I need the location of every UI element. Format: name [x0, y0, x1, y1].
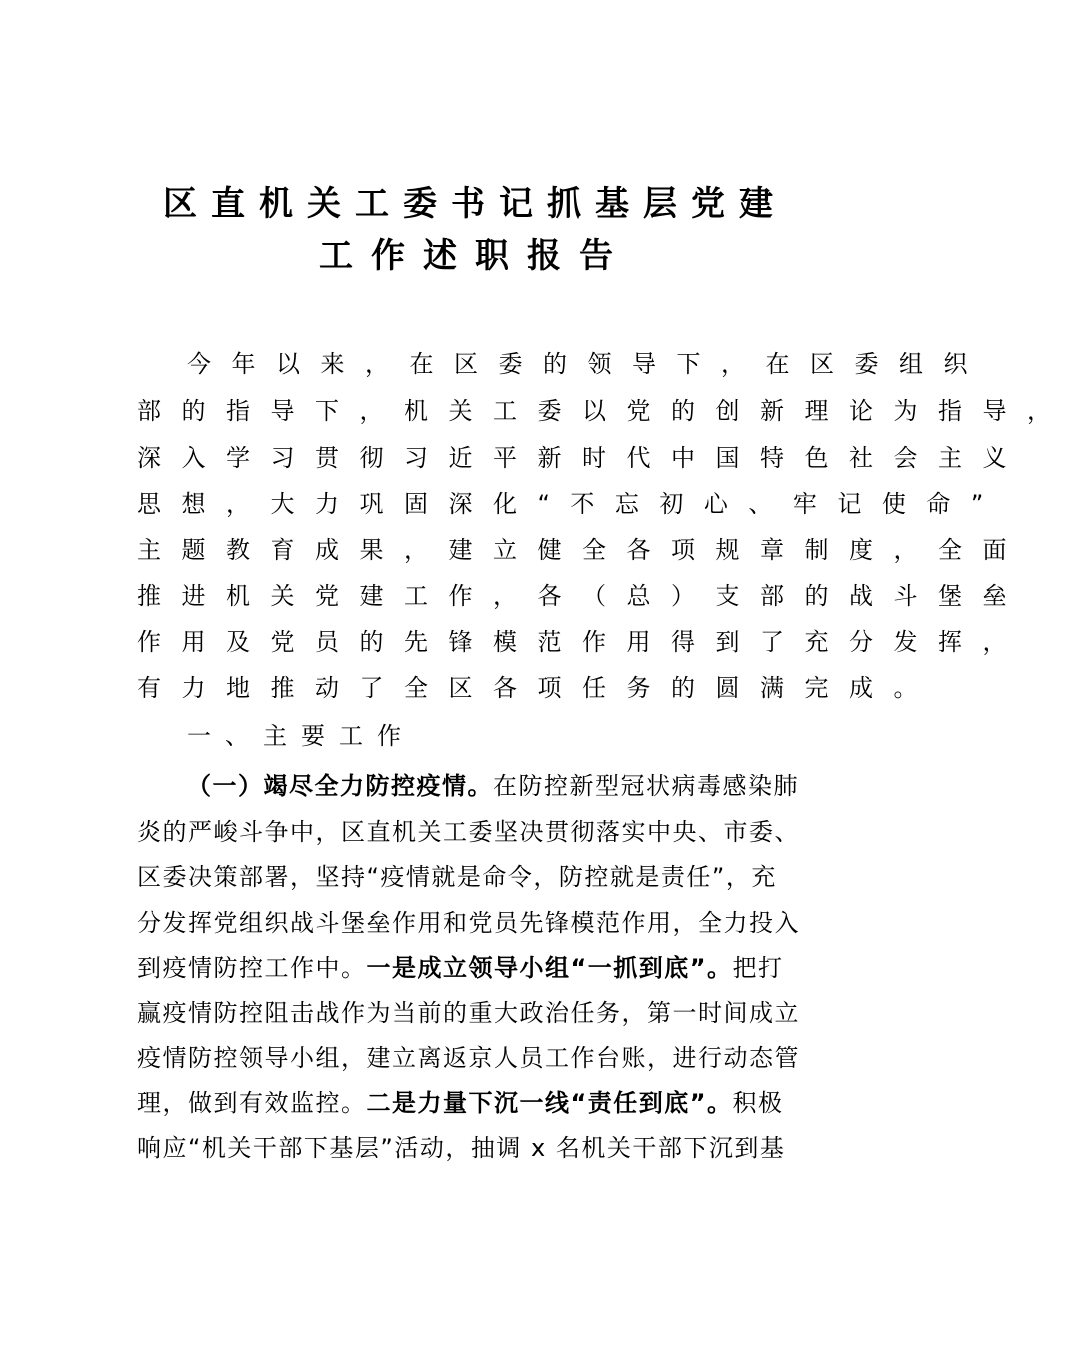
intro-line-5: 主题教育成果，建立健全各项规章制度，全面 — [137, 536, 1027, 564]
document-title-line-2: 工作述职报告 — [319, 236, 631, 276]
para1-line-1-text: 在防控新型冠状病毒感染肺 — [493, 772, 799, 800]
intro-line-6: 推进机关党建工作，各（总）支部的战斗堡垒 — [137, 582, 1027, 610]
intro-line-7: 作用及党员的先锋模范作用得到了充分发挥， — [137, 628, 1027, 656]
section-heading: 一、主要工作 — [187, 722, 415, 750]
para1-line-8-a: 理，做到有效监控。 — [137, 1089, 367, 1117]
para1-heading-bold: （一）竭尽全力防控疫情。 — [187, 772, 493, 800]
para1-line-7: 疫情防控领导小组，建立离返京人员工作台账，进行动态管 — [137, 1044, 800, 1072]
para1-line-5-b: 把打 — [732, 954, 784, 982]
para1-line-6: 赢疫情防控阻击战作为当前的重大政治任务，第一时间成立 — [137, 999, 800, 1027]
intro-line-1: 今年以来，在区委的领导下，在区委组织 — [187, 350, 988, 378]
para1-line-3: 区委决策部署，坚持“疫情就是命令，防控就是责任”，充 — [137, 863, 777, 891]
intro-line-8: 有力地推动了全区各项任务的圆满完成。 — [137, 674, 938, 702]
intro-line-2: 部的指导下，机关工委以党的创新理论为指导， — [137, 397, 1072, 425]
para1-point-1-bold: 一是成立领导小组“一抓到底”。 — [366, 954, 733, 982]
intro-line-4: 思想，大力巩固深化“不忘初心、牢记使命” — [137, 490, 1004, 518]
intro-line-3: 深入学习贯彻习近平新时代中国特色社会主义 — [137, 444, 1027, 472]
para1-line-2: 炎的严峻斗争中，区直机关工委坚决贯彻落实中央、市委、 — [137, 818, 800, 846]
para1-line-5-a: 到疫情防控工作中。 — [137, 954, 367, 982]
para1-line-5 — [137, 953, 784, 983]
para1-point-2-bold: 二是力量下沉一线“责任到底”。 — [366, 1089, 733, 1117]
para1-line-9: 响应“机关干部下基层”活动，抽调 x 名机关干部下沉到基 — [137, 1134, 786, 1162]
para1-line-8 — [137, 1088, 784, 1118]
document-title-line-1: 区直机关工委书记抓基层党建 — [163, 184, 787, 224]
para1-line-8-b: 积极 — [732, 1089, 784, 1117]
para1-line-4: 分发挥党组织战斗堡垒作用和党员先锋模范作用，全力投入 — [137, 909, 800, 937]
para1-line-1 — [187, 771, 799, 801]
